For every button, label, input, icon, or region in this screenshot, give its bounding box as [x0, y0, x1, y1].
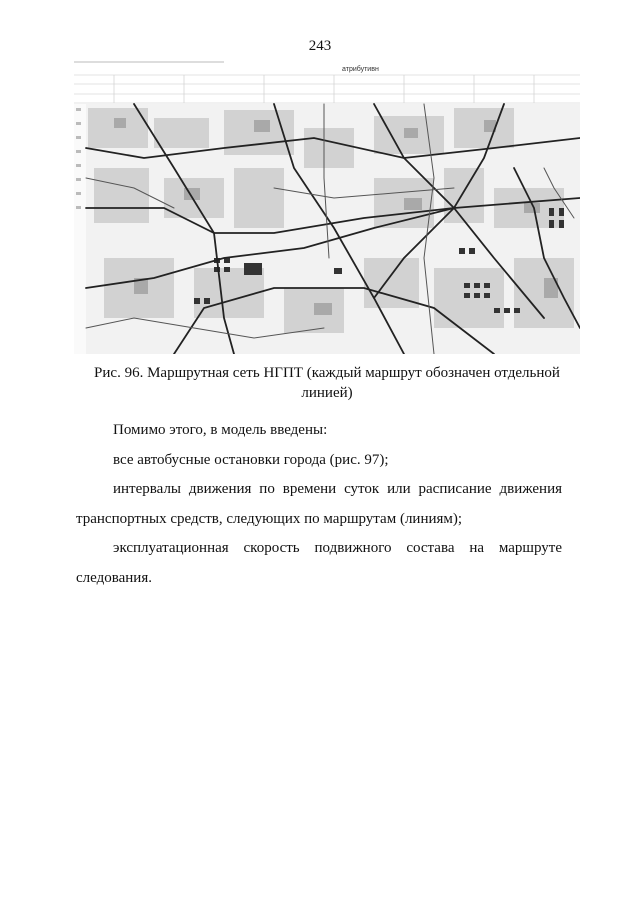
map-canvas: [86, 104, 580, 354]
map-left-toolbar: [76, 108, 81, 209]
paragraph: эксплуатационная скорость подвижного состава на маршруте следования.: [76, 540, 562, 586]
map-toolbar-title: атрибутивн: [342, 66, 379, 73]
page-number: 243: [308, 38, 332, 54]
route-network-map: [74, 58, 580, 354]
figure-caption: Рис. 96. Маршрутная сеть НГПТ (каждый маршрут обозначен отдельной линией): [94, 365, 560, 401]
paragraph: все автобусные остановки города (рис. 97);: [113, 451, 389, 468]
paragraph: Помимо этого, в модель введены:: [113, 422, 328, 438]
paragraph: интервалы движения по времени суток или расписание движения транспортных средств, следующих по маршрутам (линиям);: [76, 481, 562, 527]
route-network-map-figure: [74, 58, 580, 354]
body-text: [76, 416, 562, 593]
